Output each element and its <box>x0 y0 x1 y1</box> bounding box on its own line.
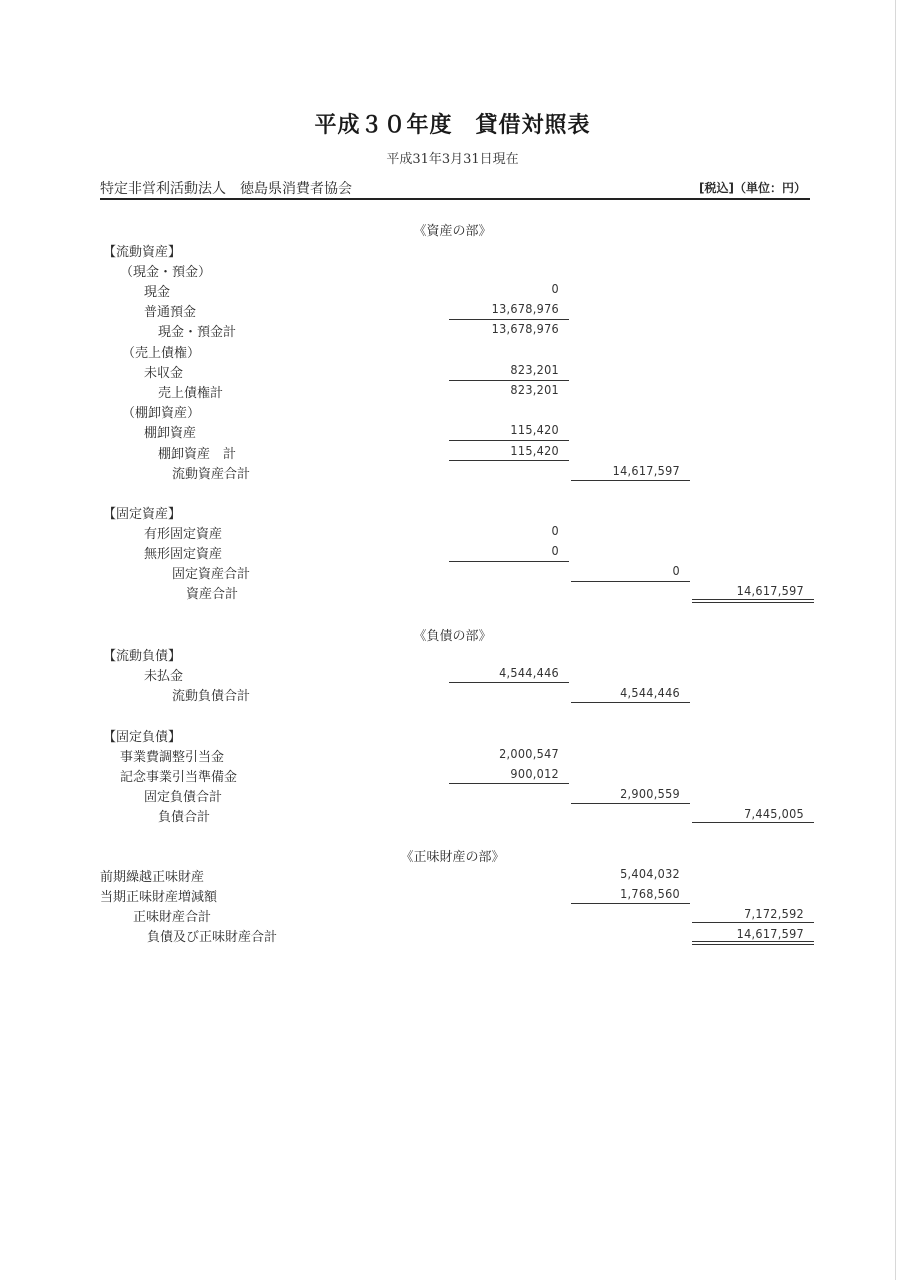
underline <box>449 460 569 461</box>
liabilities-total-label: 負債合計 <box>158 810 211 825</box>
accounts-payable-label: 未払金 <box>144 669 184 684</box>
current-assets-total-label: 流動資産合計 <box>172 467 251 482</box>
commemorative-reserve-value: 900,012 <box>510 766 559 781</box>
intangible-fixed-value: 0 <box>551 543 559 558</box>
current-liabilities-total-label: 流動負債合計 <box>172 689 251 704</box>
fixed-assets-total-label: 固定資産合計 <box>172 567 251 582</box>
tangible-fixed-label: 有形固定資産 <box>144 527 223 542</box>
assets-total-label: 資産合計 <box>186 587 239 602</box>
cash-total-value: 13,678,976 <box>491 321 559 336</box>
double-underline <box>692 599 814 603</box>
underline <box>571 803 690 804</box>
current-assets-heading-row <box>0 241 905 261</box>
inventory-group-row <box>0 402 905 422</box>
inventory-total-label: 棚卸資産 計 <box>158 447 237 462</box>
fixed-assets-heading-row <box>0 503 905 523</box>
organization-header <box>100 178 810 200</box>
current-liabilities-heading-row <box>0 645 905 665</box>
liabilities-total-row <box>0 806 905 826</box>
prior-carryforward-value: 5,404,032 <box>620 866 680 881</box>
cash-row <box>0 281 905 301</box>
fixed-liabilities-total-value: 2,900,559 <box>620 786 680 801</box>
inventory-row <box>0 422 905 442</box>
project-adjustment-reserve-value: 2,000,547 <box>499 746 559 761</box>
underline <box>571 702 690 703</box>
fixed-assets-total-value: 0 <box>672 563 680 578</box>
receivables-group-row <box>0 342 905 362</box>
fixed-liabilities-total-row <box>0 786 905 806</box>
current-assets-total-row <box>0 463 905 483</box>
receivables-total-row <box>0 382 905 402</box>
inventory-total-value: 115,420 <box>510 443 559 458</box>
cash-group-row <box>0 261 905 281</box>
ordinary-deposit-row <box>0 301 905 321</box>
grand-total-label: 負債及び正味財産合計 <box>147 930 278 945</box>
double-underline <box>692 941 814 945</box>
project-adjustment-reserve-label: 事業費調整引当金 <box>120 750 225 765</box>
accounts-receivable-value: 823,201 <box>510 362 559 377</box>
underline <box>571 581 690 582</box>
current-change-row <box>0 886 905 906</box>
net-assets-total-value: 7,172,592 <box>744 906 804 921</box>
receivables-group-label: （売上債権） <box>122 346 201 361</box>
underline <box>692 822 814 823</box>
ordinary-deposit-value: 13,678,976 <box>491 301 559 316</box>
intangible-fixed-label: 無形固定資産 <box>144 547 223 562</box>
inventory-value: 115,420 <box>510 422 559 437</box>
fixed-liabilities-heading: 【固定負債】 <box>103 730 182 745</box>
underline <box>692 922 814 923</box>
ordinary-deposit-label: 普通預金 <box>144 305 197 320</box>
current-change-label: 当期正味財産増減額 <box>100 890 218 905</box>
cash-value: 0 <box>551 281 559 296</box>
grand-total-value: 14,617,597 <box>736 926 804 941</box>
commemorative-reserve-label: 記念事業引当準備金 <box>120 770 238 785</box>
underline <box>449 783 569 784</box>
current-assets-total-value: 14,617,597 <box>612 463 680 478</box>
accounts-payable-value: 4,544,446 <box>499 665 559 680</box>
liabilities-total-value: 7,445,005 <box>744 806 804 821</box>
inventory-label: 棚卸資産 <box>144 426 197 441</box>
tangible-fixed-row <box>0 523 905 543</box>
assets-total-value: 14,617,597 <box>736 583 804 598</box>
current-liabilities-heading: 【流動負債】 <box>103 649 182 664</box>
assets-section-title: 《資産の部》 <box>413 224 492 239</box>
cash-total-label: 現金・預金計 <box>158 325 237 340</box>
underline <box>449 319 569 320</box>
underline <box>449 561 569 562</box>
underline <box>571 480 690 481</box>
net-assets-total-row <box>0 906 905 926</box>
intangible-fixed-row <box>0 543 905 563</box>
accounts-receivable-row <box>0 362 905 382</box>
underline <box>449 380 569 381</box>
cash-group-label: （現金・預金） <box>120 265 212 280</box>
organization-name: 特定非営利活動法人 徳島県消費者協会 <box>100 181 352 197</box>
unit-note: [税込]（単位：円） <box>699 181 806 195</box>
underline <box>449 682 569 683</box>
prior-carryforward-label: 前期繰越正味財産 <box>100 870 205 885</box>
current-liabilities-total-value: 4,544,446 <box>620 685 680 700</box>
tangible-fixed-value: 0 <box>551 523 559 538</box>
current-change-value: 1,768,560 <box>620 886 680 901</box>
fixed-assets-heading: 【固定資産】 <box>103 507 182 522</box>
current-assets-heading: 【流動資産】 <box>103 245 182 260</box>
document-title: 平成３０年度 貸借対照表 <box>314 113 591 138</box>
receivables-total-value: 823,201 <box>510 382 559 397</box>
underline <box>571 903 690 904</box>
as-of-date: 平成31年3月31日現在 <box>386 152 519 167</box>
fixed-liabilities-heading-row <box>0 726 905 746</box>
accounts-receivable-label: 未収金 <box>144 366 184 381</box>
net-assets-section-title: 《正味財産の部》 <box>400 850 505 865</box>
liabilities-section-title: 《負債の部》 <box>413 629 492 644</box>
receivables-total-label: 売上債権計 <box>158 386 224 401</box>
cash-total-row <box>0 321 905 341</box>
underline <box>449 440 569 441</box>
cash-label: 現金 <box>144 285 171 300</box>
fixed-assets-total-row <box>0 563 905 583</box>
current-liabilities-total-row <box>0 685 905 705</box>
prior-carryforward-row <box>0 866 905 886</box>
inventory-group-label: （棚卸資産） <box>122 406 201 421</box>
net-assets-total-label: 正味財産合計 <box>133 910 212 925</box>
project-adjustment-reserve-row <box>0 746 905 766</box>
fixed-liabilities-total-label: 固定負債合計 <box>144 790 223 805</box>
